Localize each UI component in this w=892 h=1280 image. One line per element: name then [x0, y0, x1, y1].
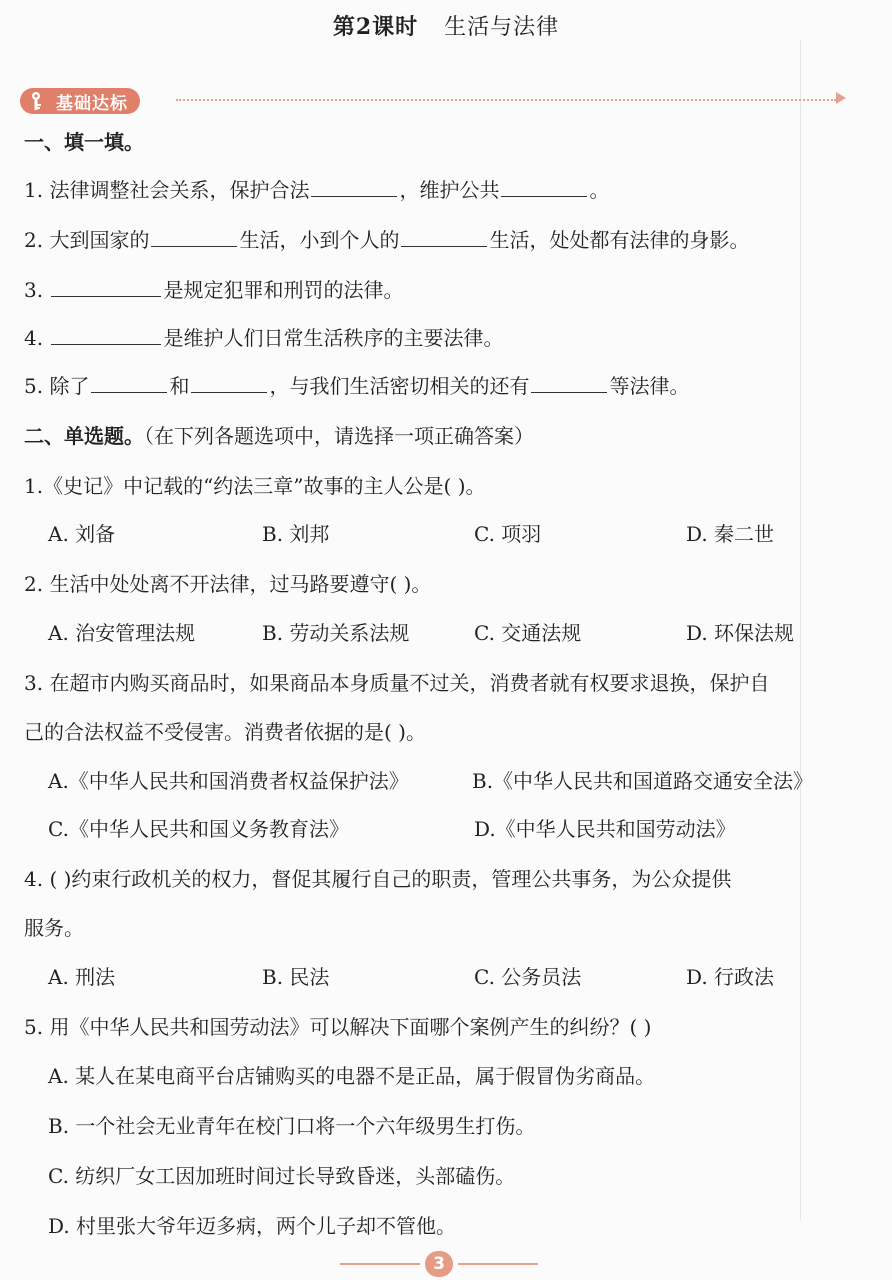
lesson-number: 第2课时 — [332, 14, 419, 40]
footer-rule-left — [340, 1263, 420, 1265]
choice-option[interactable]: B.《中华人民共和国道路交通安全法》 — [472, 769, 814, 793]
answer-blank[interactable] — [501, 176, 587, 197]
fill-question-5 — [24, 372, 689, 400]
choice-option[interactable]: A. 刘备 — [48, 522, 116, 546]
section-tag — [20, 88, 140, 114]
q4-text-a: 4. — [24, 326, 50, 350]
q1-text-b: ，维护公共 — [399, 178, 500, 202]
fill-question-4 — [24, 324, 503, 352]
choice-option[interactable]: D. 行政法 — [686, 965, 775, 989]
key-figure-icon — [28, 90, 50, 112]
footer-rule-right — [458, 1263, 538, 1265]
part1-heading: 一、填一填。 — [24, 130, 144, 154]
choice-question-1-stem: 1.《史记》中记载的“约法三章”故事的主人公是( )。 — [24, 474, 486, 498]
q2-text-a: 2. 大到国家的 — [24, 228, 150, 252]
page-number: 3 — [425, 1251, 453, 1277]
section-label: 基础达标 — [56, 93, 128, 114]
choice-option[interactable]: A. 刑法 — [48, 965, 116, 989]
answer-blank[interactable] — [51, 324, 161, 345]
q3-text-b: 是规定犯罪和刑罚的法律。 — [163, 278, 404, 302]
choice-question-3-stem-line1: 3. 在超市内购买商品时，如果商品本身质量不过关，消费者就有权要求退换，保护自 — [24, 671, 770, 695]
lesson-name: 生活与法律 — [444, 15, 560, 40]
answer-blank[interactable] — [401, 226, 487, 247]
choice-option[interactable]: B. 刘邦 — [262, 522, 330, 546]
choice-question-2-stem: 2. 生活中处处离不开法律，过马路要遵守( )。 — [24, 572, 432, 596]
choice-option[interactable]: D.《中华人民共和国劳动法》 — [474, 817, 736, 841]
choice-question-4-stem-line1: 4. ( )约束行政机关的权力，督促其履行自己的职责，管理公共事务，为公众提供 — [24, 867, 732, 891]
q5-text-a: 5. 除了 — [24, 374, 90, 398]
choice-option[interactable]: C. 公务员法 — [474, 965, 582, 989]
section-banner — [20, 86, 140, 116]
choice-option[interactable]: C. 纺织厂女工因加班时间过长导致昏迷，头部磕伤。 — [48, 1164, 516, 1188]
answer-blank[interactable] — [91, 372, 167, 393]
choice-option[interactable]: A. 某人在某电商平台店铺购买的电器不是正品，属于假冒伪劣商品。 — [48, 1064, 656, 1088]
arrow-right-icon — [836, 92, 846, 104]
fill-question-2 — [24, 226, 749, 254]
q5-text-b: 和 — [169, 374, 190, 398]
page-fold-line — [800, 40, 801, 1220]
q1-text-c: 。 — [589, 178, 610, 202]
q5-text-c: ，与我们生活密切相关的还有 — [269, 374, 530, 398]
part2-heading-row — [24, 422, 534, 450]
part2-instruction: （在下列各题选项中，请选择一项正确答案） — [144, 424, 534, 448]
choice-option[interactable]: B. 民法 — [262, 965, 330, 989]
choice-question-3-stem-line2: 己的合法权益不受侵害。消费者依据的是( )。 — [24, 720, 426, 744]
choice-option[interactable]: B. 一个社会无业青年在校门口将一个六年级男生打伤。 — [48, 1114, 536, 1138]
choice-option[interactable]: C. 项羽 — [474, 522, 542, 546]
fill-question-1 — [24, 176, 609, 204]
answer-blank[interactable] — [51, 276, 161, 297]
q3-text-a: 3. — [24, 278, 50, 302]
banner-divider — [176, 99, 836, 101]
lesson-title — [0, 10, 892, 41]
choice-question-5-stem: 5. 用《中华人民共和国劳动法》可以解决下面哪个案例产生的纠纷？( ) — [24, 1015, 652, 1039]
choice-option[interactable]: C. 交通法规 — [474, 621, 582, 645]
q4-text-b: 是维护人们日常生活秩序的主要法律。 — [163, 326, 504, 350]
choice-option[interactable]: D. 村里张大爷年迈多病，两个儿子却不管他。 — [48, 1214, 457, 1238]
choice-option[interactable]: B. 劳动关系法规 — [262, 621, 410, 645]
choice-question-4-stem-line2: 服务。 — [24, 916, 84, 940]
answer-blank[interactable] — [531, 372, 607, 393]
choice-option[interactable]: C.《中华人民共和国义务教育法》 — [48, 817, 349, 841]
choice-option[interactable]: D. 环保法规 — [686, 621, 795, 645]
q2-text-b: 生活，小到个人的 — [239, 228, 400, 252]
answer-blank[interactable] — [311, 176, 397, 197]
fill-question-3 — [24, 276, 403, 304]
q1-text-a: 1. 法律调整社会关系，保护合法 — [24, 178, 310, 202]
q2-text-c: 生活，处处都有法律的身影。 — [489, 228, 750, 252]
choice-option[interactable]: D. 秦二世 — [686, 522, 775, 546]
choice-option[interactable]: A.《中华人民共和国消费者权益保护法》 — [48, 769, 409, 793]
q5-text-d: 等法律。 — [609, 374, 690, 398]
choice-option[interactable]: A. 治安管理法规 — [48, 621, 196, 645]
answer-blank[interactable] — [191, 372, 267, 393]
part2-heading: 二、单选题。 — [24, 424, 144, 448]
answer-blank[interactable] — [151, 226, 237, 247]
